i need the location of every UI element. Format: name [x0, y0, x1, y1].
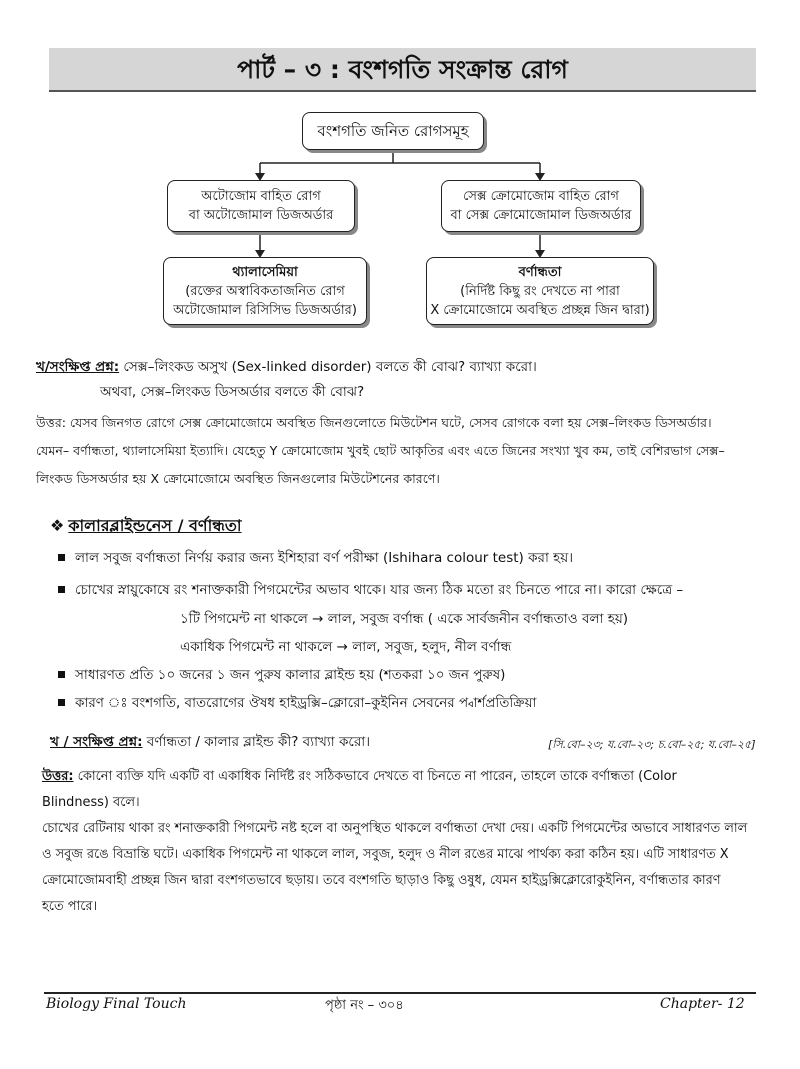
answer-2-line: Blindness) বলে।: [42, 795, 140, 810]
answer-2-line: চোখের রেটিনায় থাকা রং শনাক্তকারী পিগমেন্ট নষ্ট হলে বা অনুপস্থিত থাকলে বর্ণান্ধতা দেখা দেয়। একটি পিগমেন্টের অভাবে সাধারণত লাল: [42, 821, 748, 836]
list-item: চোখের স্নায়ুকোষে রং শনাক্তকারী পিগমেন্টের অভাব থাকে। যার জন্য ঠিক মতো রং চিনতে পারে না। কারো ক্ষেত্রে –: [58, 579, 683, 601]
question-1-alt: অথবা, সেক্স–লিংকড ডিসঅর্ডার বলতে কী বোঝ?: [100, 384, 365, 400]
sub-line: একাধিক পিগমেন্ট না থাকলে → লাল, সবুজ, হলুদ, নীল বর্ণান্ধ: [180, 639, 512, 655]
flowchart-connectors: [0, 0, 800, 340]
flowchart-thalassemia-box: [163, 257, 367, 325]
flowchart-thalassemia-line2: অটোজোমাল রিসিসিভ ডিজঅর্ডার): [173, 302, 357, 318]
footer-chapter: Chapter- 12: [660, 996, 745, 1012]
answer-1-line: যেমন– বর্ণান্ধতা, থ্যালাসেমিয়া ইত্যাদি। যেহেতু Y ক্রোমোজোম খুবই ছোট আকৃতির এবং এতে জিনের সংখ্যা খুব কম, তাই বেশিরভাগ সেক্স–: [36, 443, 725, 458]
question-1-label: খ/সংক্ষিপ্ত প্রশ্ন:: [36, 359, 120, 375]
flowchart-thalassemia-line1: (রক্তের অস্বাবিকতাজনিত রোগ: [185, 283, 345, 299]
flowchart-thalassemia-title: থ্যালাসেমিয়া: [232, 264, 298, 280]
section-heading-text: কালারব্লাইন্ডনেস / বর্ণান্ধতা: [68, 516, 242, 535]
answer-1-line: উত্তর: যেসব জিনগত রোগে সেক্স ক্রোমোজোমে অবস্থিত জিনগুলোতে মিউটেশন ঘটে, সেসব রোগকে বলা হয় সেক্স–লিংকড ডিসঅর্ডার।: [36, 415, 712, 430]
flowchart-root-box: [302, 112, 484, 150]
footer-page-number: পৃষ্ঠা নং – ৩০৪: [325, 998, 404, 1013]
flowchart-root-label: বংশগতি জনিত রোগসমূহ: [317, 121, 469, 140]
square-bullet-icon: [58, 554, 65, 561]
answer-1-line: লিংকড ডিসঅর্ডার হয় X ক্রোমোজোমে অবস্থিত জিনগুলোর মিউটেশনের কারণে।: [36, 471, 440, 486]
square-bullet-icon: [58, 671, 65, 678]
page-title: পার্ট – ৩ : বংশগতি সংক্রান্ত রোগ: [237, 55, 568, 84]
question-1: [36, 355, 537, 380]
flowchart-autosomal-box: [167, 180, 355, 232]
question-2-label: খ / সংক্ষিপ্ত প্রশ্ন:: [50, 734, 143, 750]
square-bullet-icon: [58, 586, 65, 593]
flowchart-sex-chromosome-box: [441, 180, 641, 232]
list-item: কারণ ঃ বংশগতি, বাতরোগের ঔষধ হাইড্রক্সি–ক্লোরো–কুইনিন সেবনের প্বার্শপ্রতিক্রিয়া: [58, 692, 536, 714]
flowchart-colorblind-line1: (নির্দিষ্ট কিছু রং দেখতে না পারা: [460, 283, 620, 299]
flowchart-sex-line2: বা সেক্স ক্রোমোজোমাল ডিজঅর্ডার: [450, 208, 632, 223]
flowchart-sex-line1: সেক্স ক্রোমোজোম বাহিত রোগ: [463, 189, 619, 204]
footer-divider: [44, 992, 756, 994]
answer-2-label: উত্তর:: [42, 769, 74, 784]
flowchart-colorblind-line2: X ক্রোমোজোমে অবস্থিত প্রচ্ছন্ন জিন দ্বারা): [430, 302, 650, 318]
list-item: সাধারণত প্রতি ১০ জনের ১ জন পুরুষ কালার ব্লাইন্ড হয় (শতকরা ১০ জন পুরুষ): [58, 664, 505, 686]
answer-2-line: ও সবুজ রঙে বিভ্রান্তি ঘটে। একাধিক পিগমেন্ট না থাকলে লাল, সবুজ, হলুদ ও নীল রঙের মাঝে পার্থক্য করা কঠিন হয়। এটি সাধারণত X: [42, 847, 729, 862]
diamond-bullet-icon: ❖: [50, 516, 65, 535]
flowchart-autosomal-line1: অটোজোম বাহিত রোগ: [201, 189, 321, 204]
footer-book-title: Biology Final Touch: [46, 996, 187, 1012]
list-item: লাল সবুজ বর্ণান্ধতা নির্ণয় করার জন্য ইশিহারা বর্ণ পরীক্ষা (Ishihara colour test) করা হয়।: [58, 547, 573, 569]
flowchart-colorblind-title: বর্ণান্ধতা: [518, 264, 562, 280]
sub-line: ১টি পিগমেন্ট না থাকলে → লাল, সবুজ বর্ণান্ধ ( একে সার্বজনীন বর্ণান্ধতাও বলা হয়): [180, 611, 629, 627]
answer-1-block: [36, 409, 725, 493]
square-bullet-icon: [58, 699, 65, 706]
flowchart-colorblind-box: [426, 257, 654, 325]
answer-2-line: হতে পারে।: [42, 899, 98, 914]
question-2-text: বর্ণান্ধতা / কালার ব্লাইন্ড কী? ব্যাখ্যা করো।: [142, 734, 371, 750]
question-2: [50, 730, 370, 755]
flowchart-autosomal-line2: বা অটোজোমাল ডিজঅর্ডার: [188, 208, 334, 223]
section-heading: [50, 513, 242, 540]
answer-2-block: [42, 764, 747, 920]
answer-2-line: কোনো ব্যক্তি যদি একটি বা একাধিক নির্দিষ্ট রং সঠিকভাবে দেখতে বা চিনতে না পারেন, তাহলে তাকে বর্ণান্ধতা (Color: [73, 769, 677, 784]
question-1-text: সেক্স–লিংকড অসুখ (Sex-linked disorder) বলতে কী বোঝ? ব্যাখ্যা করো।: [119, 359, 537, 375]
question-2-citation: [সি.বো–২৩; য.বো–২৩; চ.বো–২৫; য.বো–২৫]: [548, 738, 756, 751]
answer-2-line: ক্রোমোজোমবাহী প্রচ্ছন্ন জিন দ্বারা বংশগতভাবে ছড়ায়। তবে বংশগতি ছাড়াও কিছু ওষুধ, যেমন হাইড্রক্সিক্লোরোকুইনিন, বর্ণান্ধতার কারণ: [42, 873, 721, 888]
